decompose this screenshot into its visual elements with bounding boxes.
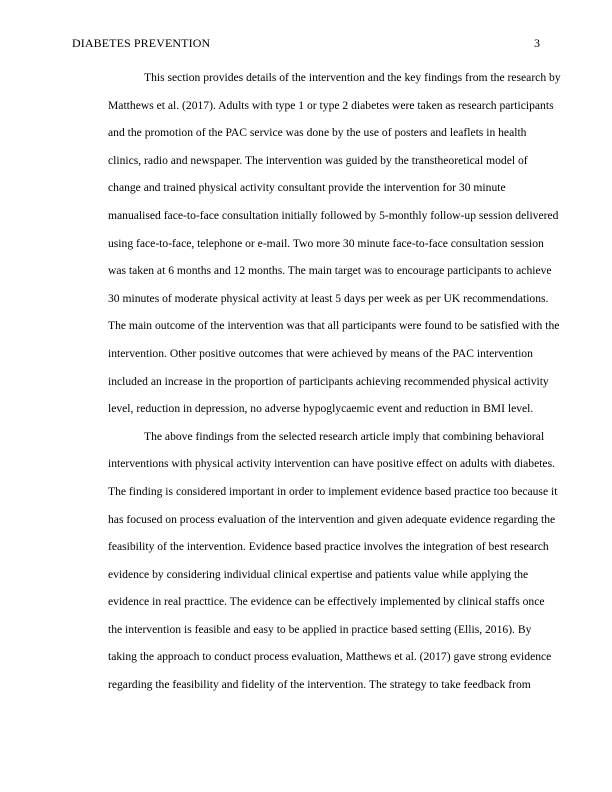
text-line: The finding is considered important in order to implement evidence based practice too because it — [108, 484, 558, 498]
text-line: feasibility of the intervention. Evidence based practice involves the integration of best research — [108, 540, 549, 554]
text-line: evidence in real practtice. The evidence can be effectively implemented by clinical staffs once — [108, 595, 545, 609]
text-line: change and trained physical activity consultant provide the intervention for 30 minute — [108, 181, 506, 195]
text-line: This section provides details of the intervention and the key findings from the research by — [144, 71, 561, 84]
text-line: the intervention is feasible and easy to be applied in practice based setting (Ellis, 2016). By — [108, 622, 532, 636]
body-text — [72, 64, 561, 699]
text-line: using face-to-face, telephone or e-mail. Two more 30 minute face-to-face consultation session — [108, 236, 544, 250]
running-head: DIABETES PREVENTION — [72, 36, 211, 50]
text-line: Matthews et al. (2017). Adults with type 1 or type 2 diabetes were taken as research participants — [108, 98, 554, 112]
text-line: and the promotion of the PAC service was done by the use of posters and leaflets in health — [108, 126, 527, 140]
text-line: regarding the feasibility and fidelity of the intervention. The strategy to take feedback from — [108, 678, 531, 692]
text-line: manualised face-to-face consultation initially followed by 5-monthly follow-up session delivered — [108, 208, 559, 222]
paragraph-findings-implications — [72, 423, 558, 699]
paragraph-intervention-details — [72, 64, 561, 423]
text-line: clinics, radio and newspaper. The intervention was guided by the transtheoretical model of — [108, 153, 528, 167]
text-line: taking the approach to conduct process evaluation, Matthews et al. (2017) gave strong evidence — [108, 650, 552, 664]
page-number: 3 — [534, 36, 540, 50]
text-line: The main outcome of the intervention was that all participants were found to be satisfied with the — [108, 319, 560, 333]
text-line: interventions with physical activity intervention can have positive effect on adults with diabetes. — [108, 457, 555, 471]
text-line: 30 minutes of moderate physical activity at least 5 days per week as per UK recommendations. — [108, 291, 549, 305]
text-line: intervention. Other positive outcomes that were achieved by means of the PAC intervention — [108, 346, 533, 360]
text-line: has focused on process evaluation of the intervention and given adequate evidence regarding the — [108, 512, 556, 526]
text-line: The above findings from the selected research article imply that combining behavioral — [144, 429, 545, 443]
page-header — [72, 35, 540, 51]
text-line: included an increase in the proportion of participants achieving recommended physical activity — [108, 374, 549, 388]
text-line: was taken at 6 months and 12 months. The main target was to encourage participants to achieve — [108, 264, 552, 278]
text-line: level, reduction in depression, no adverse hypoglycaemic event and reduction in BMI level. — [108, 402, 534, 416]
text-line: evidence by considering individual clinical expertise and patients value while applying the — [108, 567, 529, 581]
